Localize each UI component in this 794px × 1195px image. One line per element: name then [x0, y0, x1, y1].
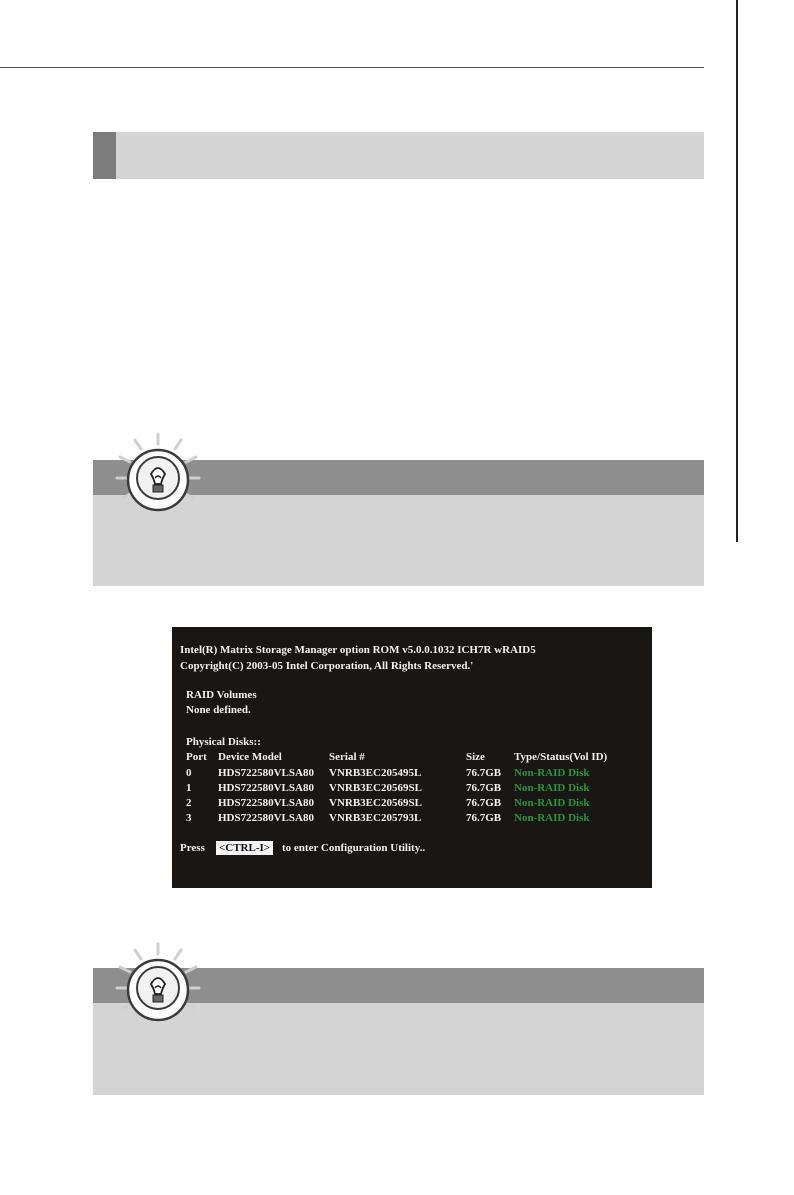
disk-size: 76.7GB	[466, 812, 502, 824]
press-label: Press	[180, 842, 205, 854]
disk-serial: VNRB3EC205495L	[329, 767, 422, 779]
disk-port: 2	[186, 797, 192, 809]
disk-serial: VNRB3EC20569SL	[329, 782, 422, 794]
lightbulb-icon	[113, 940, 203, 1030]
raid-volumes-value: None defined.	[186, 704, 251, 716]
disk-port: 3	[186, 812, 192, 824]
disk-serial: VNRB3EC20569SL	[329, 797, 422, 809]
physical-disks-label: Physical Disks::	[186, 736, 261, 748]
disk-model: HDS722580VLSA80	[218, 812, 314, 824]
bios-header-line1: Intel(R) Matrix Storage Manager option ROM v5.0.0.1032 ICH7R wRAID5	[180, 644, 536, 656]
disk-size: 76.7GB	[466, 782, 502, 794]
disk-port: 0	[186, 767, 192, 779]
lightbulb-icon	[113, 430, 203, 520]
disk-model: HDS722580VLSA80	[218, 782, 314, 794]
press-suffix: to enter Configuration Utility..	[282, 842, 426, 854]
disk-status: Non-RAID Disk	[514, 782, 590, 794]
raid-volumes-label: RAID Volumes	[186, 689, 257, 701]
col-type-status: Type/Status(Vol ID)	[514, 751, 608, 763]
page-edge-rule	[736, 0, 738, 542]
disk-port: 1	[186, 782, 192, 794]
col-port: Port	[186, 751, 207, 763]
col-device-model: Device Model	[218, 751, 282, 763]
disk-status: Non-RAID Disk	[514, 797, 590, 809]
ctrl-i-key: <CTRL-I>	[216, 841, 273, 855]
header-rule	[0, 67, 704, 68]
disk-status: Non-RAID Disk	[514, 767, 590, 779]
disk-size: 76.7GB	[466, 797, 502, 809]
disk-model: HDS722580VLSA80	[218, 797, 314, 809]
bios-screen	[172, 627, 652, 888]
disk-model: HDS722580VLSA80	[218, 767, 314, 779]
disk-serial: VNRB3EC205793L	[329, 812, 422, 824]
bios-header-line2: Copyright(C) 2003-05 Intel Corporation, All Rights Reserved.'	[180, 660, 474, 672]
disk-status: Non-RAID Disk	[514, 812, 590, 824]
section-heading-bar	[93, 132, 704, 179]
section-heading-accent	[93, 132, 116, 179]
disk-size: 76.7GB	[466, 767, 502, 779]
col-size: Size	[466, 751, 485, 763]
col-serial: Serial #	[329, 751, 365, 763]
